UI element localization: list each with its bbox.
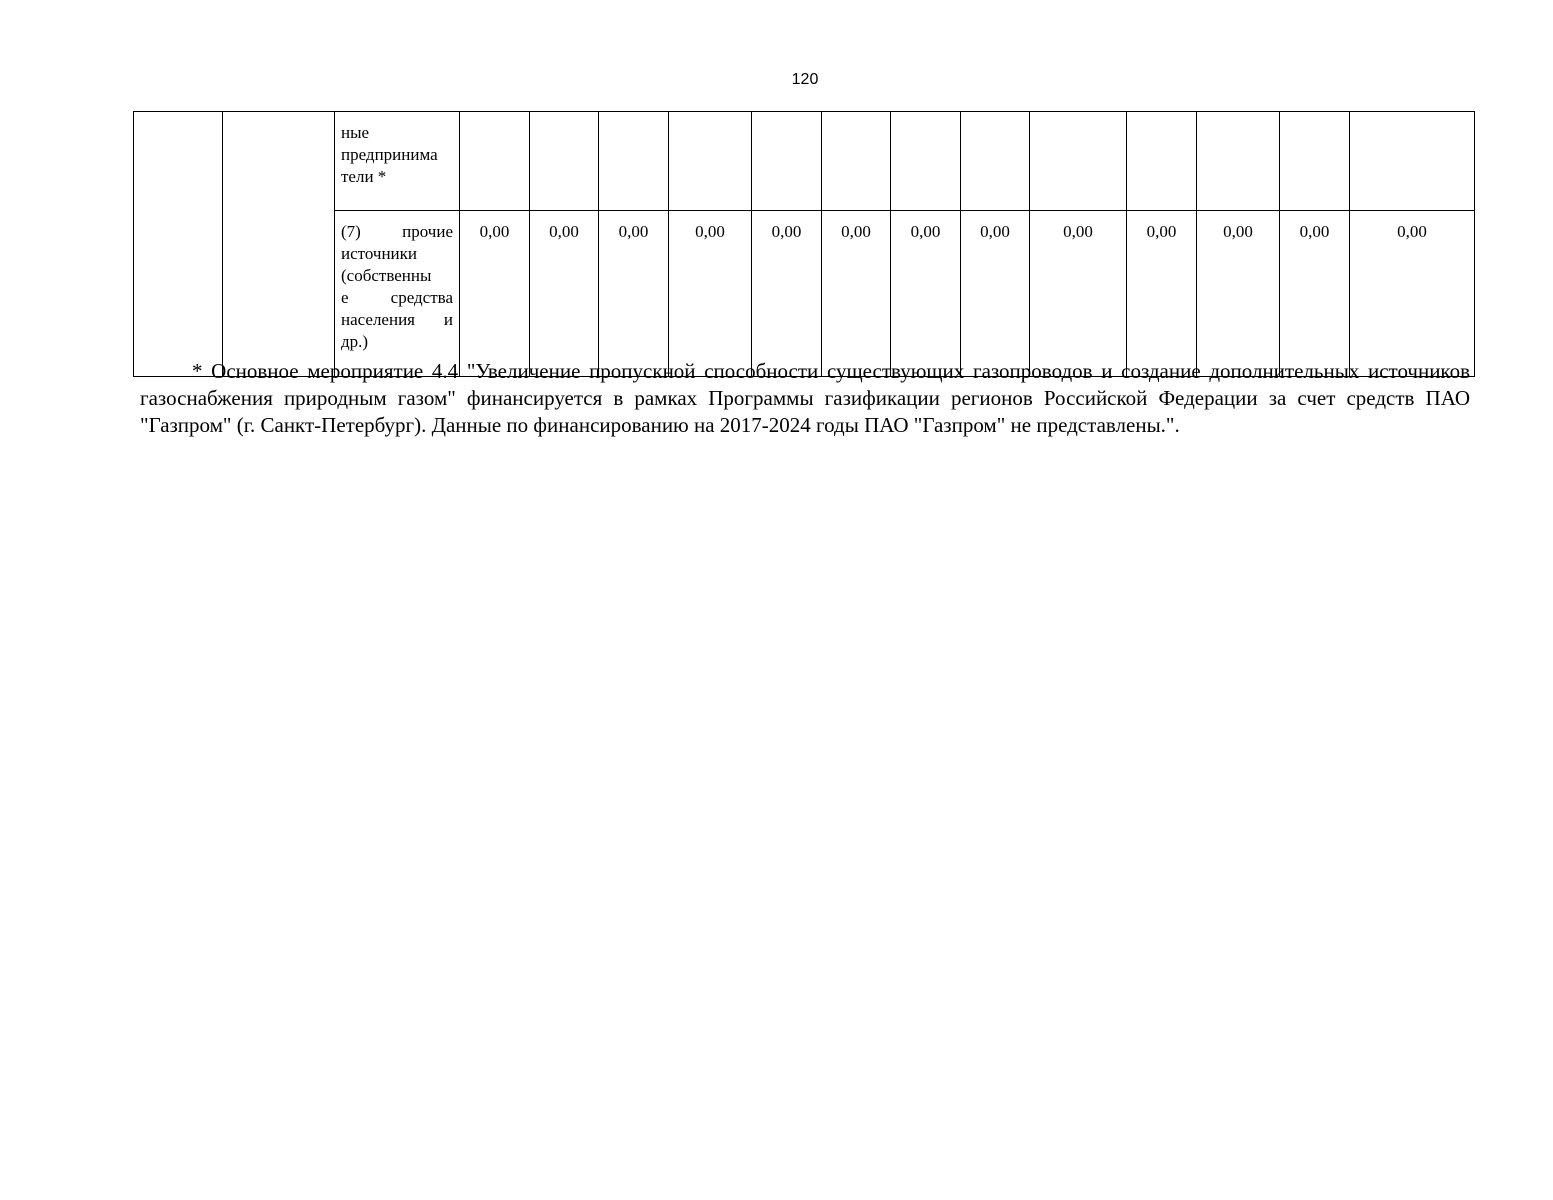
- source-label-line: ные: [341, 123, 370, 142]
- value-cell: [1350, 112, 1475, 211]
- value-cell: 0,00: [1030, 211, 1127, 377]
- activity-name-cell: [223, 112, 335, 377]
- value-cell: [1197, 112, 1280, 211]
- page-number: 120: [791, 71, 819, 88]
- value-cell: [891, 112, 961, 211]
- value-cell: 0,00: [822, 211, 891, 377]
- value-cell: 0,00: [599, 211, 669, 377]
- value-cell: 0,00: [891, 211, 961, 377]
- table-row-entrepreneurs: [134, 112, 1475, 211]
- value-cell: [460, 112, 530, 211]
- source-label-line: (7) прочие: [341, 222, 453, 241]
- value-cell: [822, 112, 891, 211]
- value-cell: 0,00: [530, 211, 599, 377]
- value-cell: 0,00: [669, 211, 752, 377]
- value-cell: 0,00: [1280, 211, 1350, 377]
- financing-table: [133, 111, 1475, 377]
- value-cell: [961, 112, 1030, 211]
- value-cell: [530, 112, 599, 211]
- source-label-line: предпринима: [341, 145, 438, 164]
- value-cell: 0,00: [1127, 211, 1197, 377]
- number-cell: [134, 112, 223, 377]
- source-label-line: е средства: [341, 288, 453, 307]
- value-cell: 0,00: [752, 211, 822, 377]
- footnote: * Основное мероприятие 4.4 "Увеличение пропускной способности существующих газопроводов и создание дополнительных источников газоснабжения природным газом" финансируется в рамках Программы газификации регионов Российской Федерации за счет средств ПАО "Газпром" (г. Санкт-Петербург). Данные по финансированию на 2017-2024 годы ПАО "Газпром" не представлены.".: [140, 359, 1470, 437]
- value-cell: 0,00: [961, 211, 1030, 377]
- value-cell: 0,00: [460, 211, 530, 377]
- value-cell: [1280, 112, 1350, 211]
- value-cell: [1127, 112, 1197, 211]
- source-label-cell: [335, 211, 460, 377]
- table-row-other-sources: [134, 211, 1475, 377]
- source-label-line: населения и: [341, 310, 453, 329]
- source-label-line: тели *: [341, 167, 387, 186]
- source-label-line: (собственны: [341, 266, 432, 285]
- value-cell: [1030, 112, 1127, 211]
- value-cell: [669, 112, 752, 211]
- source-label-cell: [335, 112, 460, 211]
- value-cell: [599, 112, 669, 211]
- value-cell: 0,00: [1197, 211, 1280, 377]
- value-cell: 0,00: [1350, 211, 1475, 377]
- value-cell: [752, 112, 822, 211]
- source-label-line: др.): [341, 332, 369, 351]
- source-label-line: источники: [341, 244, 418, 263]
